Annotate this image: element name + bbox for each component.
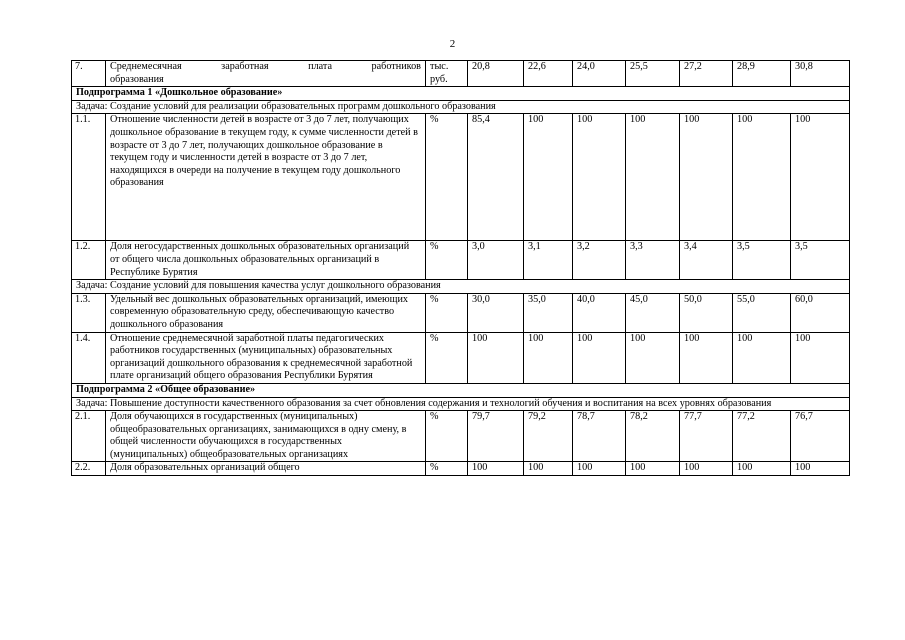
indicator-name: Доля образовательных организаций общего <box>106 462 426 476</box>
value: 100 <box>524 332 573 383</box>
row-number: 1.4. <box>72 332 106 383</box>
value: 100 <box>791 332 850 383</box>
table-row-2-2 <box>72 462 850 476</box>
value: 100 <box>680 462 733 476</box>
value: 60,0 <box>791 293 850 332</box>
indicator-name: Отношение численности детей в возрасте от 3 до 7 лет, получающих дошкольное образование в текущем году, к сумме численности детей в возрасте от 3 до 7 лет, получающих дошкольное образование в текущем году и численности детей в возрасте от 3 до 7 лет, находящихся в очереди на получение в текущем году дошкольного образования <box>106 114 426 241</box>
table-row-1-4 <box>72 332 850 383</box>
value: 25,5 <box>626 61 680 87</box>
value: 100 <box>468 332 524 383</box>
value: 79,2 <box>524 411 573 462</box>
page-number: 2 <box>449 38 456 50</box>
row-number: 7. <box>72 61 106 87</box>
value: 78,2 <box>626 411 680 462</box>
value: 78,7 <box>573 411 626 462</box>
indicator-name: Удельный вес дошкольных образовательных организаций, имеющих современную образовательную среду, обеспечивающую качество дошкольного образования <box>106 293 426 332</box>
value: 3,0 <box>468 241 524 280</box>
value: 100 <box>468 462 524 476</box>
value: 100 <box>733 332 791 383</box>
table-row-7 <box>72 61 850 87</box>
row-number: 2.1. <box>72 411 106 462</box>
unit: тыс. руб. <box>426 61 468 87</box>
indicator-name: Доля негосударственных дошкольных образовательных организаций от общего числа дошкольных образовательных организаций в Республике Бурятия <box>106 241 426 280</box>
row-number: 2.2. <box>72 462 106 476</box>
value: 100 <box>573 332 626 383</box>
subprogram-row-1 <box>72 87 850 101</box>
row-number: 1.3. <box>72 293 106 332</box>
indicators-table <box>71 60 850 476</box>
value: 100 <box>791 462 850 476</box>
value: 100 <box>524 462 573 476</box>
subprogram-title: Подпрограмма 1 «Дошкольное образование» <box>72 87 850 101</box>
value: 50,0 <box>680 293 733 332</box>
value: 40,0 <box>573 293 626 332</box>
value: 20,8 <box>468 61 524 87</box>
task-text: Задача: Повышение доступности качественного образования за счет обновления содержания и технологий обучения и воспитания на всех уровнях образования <box>72 397 850 411</box>
value: 77,7 <box>680 411 733 462</box>
value: 100 <box>573 114 626 241</box>
row-number: 1.1. <box>72 114 106 241</box>
value: 30,8 <box>791 61 850 87</box>
task-row-3 <box>72 397 850 411</box>
table-row-2-1 <box>72 411 850 462</box>
task-row-1 <box>72 100 850 114</box>
indicator-name: Отношение среднемесячной заработной платы педагогических работников государственных (муниципальных) образовательных организаций дошкольного образования к среднемесячной заработной плате организаций общего образования Республики Бурятия <box>106 332 426 383</box>
value: 3,4 <box>680 241 733 280</box>
task-row-2 <box>72 280 850 294</box>
value: 55,0 <box>733 293 791 332</box>
value: 22,6 <box>524 61 573 87</box>
value: 100 <box>626 332 680 383</box>
indicator-line-2: образования <box>110 73 164 85</box>
value: 100 <box>733 462 791 476</box>
value: 79,7 <box>468 411 524 462</box>
value: 30,0 <box>468 293 524 332</box>
task-text: Задача: Создание условий для повышения качества услуг дошкольного образования <box>72 280 850 294</box>
value: 27,2 <box>680 61 733 87</box>
value: 100 <box>680 114 733 241</box>
subprogram-title: Подпрограмма 2 «Общее образование» <box>72 383 850 397</box>
indicator-line-1: Среднемесячная заработная плата работников <box>110 61 421 72</box>
unit: % <box>426 332 468 383</box>
value: 76,7 <box>791 411 850 462</box>
value: 3,2 <box>573 241 626 280</box>
value: 100 <box>733 114 791 241</box>
unit: % <box>426 241 468 280</box>
value: 3,1 <box>524 241 573 280</box>
indicator-name <box>106 61 426 87</box>
value: 45,0 <box>626 293 680 332</box>
value: 100 <box>791 114 850 241</box>
unit: % <box>426 411 468 462</box>
value: 3,5 <box>791 241 850 280</box>
table-row-1-3 <box>72 293 850 332</box>
value: 100 <box>626 114 680 241</box>
value: 77,2 <box>733 411 791 462</box>
table-row-1-2 <box>72 241 850 280</box>
unit: % <box>426 462 468 476</box>
value: 100 <box>680 332 733 383</box>
value: 28,9 <box>733 61 791 87</box>
subprogram-row-2 <box>72 383 850 397</box>
table-row-1-1 <box>72 114 850 241</box>
unit: % <box>426 293 468 332</box>
value: 85,4 <box>468 114 524 241</box>
value: 100 <box>573 462 626 476</box>
value: 35,0 <box>524 293 573 332</box>
indicator-name: Доля обучающихся в государственных (муниципальных) общеобразовательных организациях, занимающихся в одну смену, в общей численности обучающихся в государственных (муниципальных) общеобразовательных организациях <box>106 411 426 462</box>
unit: % <box>426 114 468 241</box>
row-number: 1.2. <box>72 241 106 280</box>
value: 24,0 <box>573 61 626 87</box>
value: 3,5 <box>733 241 791 280</box>
value: 3,3 <box>626 241 680 280</box>
value: 100 <box>626 462 680 476</box>
task-text: Задача: Создание условий для реализации образовательных программ дошкольного образования <box>72 100 850 114</box>
value: 100 <box>524 114 573 241</box>
